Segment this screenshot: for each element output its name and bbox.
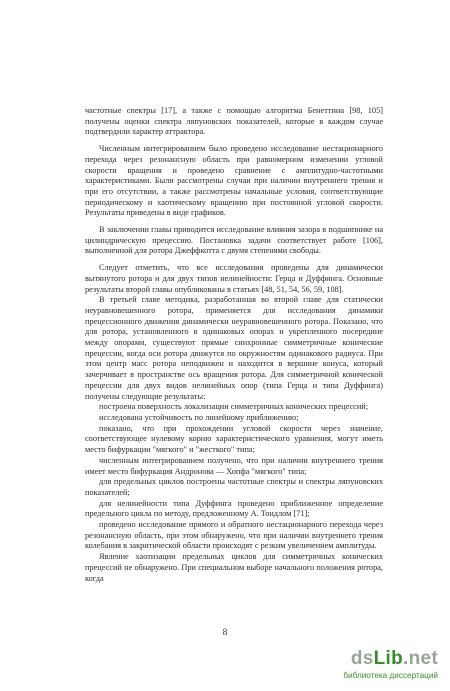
paragraph: для предельных циклов построены частотные спектры и спектры ляпуновских показателей;: [85, 477, 383, 497]
paragraph: В заключении главы приводится исследование влияния зазора в подшипнике на цилиндрическую прецессию. Постановка задачи соответствует работе [106], выполненной для ротора Джеффкотта с двумя степенями свободы.: [85, 225, 383, 256]
paragraph: построена поверхность локализации симметричных конических прецессий;: [99, 402, 369, 412]
body-text: [85, 106, 383, 584]
paragraph: Численным интегрированием было проведено исследование нестационарного перехода через резонансную область при равномерном изменении угловой скорости вращения и проведено сравнение с амплитудно-частотными характеристиками. Были рассмотрены случаи при наличии внутреннего трения и при его отсутствии, а также рассмотрены начальные условия, соответствующие периодическому и хаотическому вращению при постоянной угловой скорости. Результаты приведены в виде графиков.: [85, 144, 383, 218]
paragraph: В третьей главе методика, разработанная во второй главе для статически неуравновешенного ротора, применяется для исследования динамики прецессионного движения динамически неуравновешенного ротора. Показано, что для ротора, установленного в одинаковых опорах и укрепленного посередине между опорами, существуют прямые синхронные симметричные конические прецессии, когда оси ротора движутся по окружностям одинакового радиуса. При этом центр масс ротора неподвижен и находится в вершине конуса, который зачерчивает в пространстве ось вращения ротора. Для симметричной конической прецессии для двух видов нелинейных опор (типа Герца и типа Дуффинга) получены следующие результаты:: [85, 295, 383, 401]
logo-subtitle: библиотека диссертаций: [343, 671, 438, 680]
paragraph: частотные спектры [17], а также с помощью алгоритма Бенеттина [98, 105] получены оценки спектра ляпуновских показателей, которые в каждом случае подтвердили характер аттрактора.: [85, 106, 383, 137]
paragraph: Следует отметить, что все исследования проведены для динамически вытянутого ротора и для двух типов нелинейности: Герца и Дуффинга. Основные результаты второй главы опубликованы в статьях [48, 51, 54, 56, 59, 108].: [85, 263, 383, 294]
paragraph: исследована устойчивость по линейному приближению;: [99, 412, 299, 422]
logo-suffix: .net: [403, 648, 438, 669]
dslib-logo[interactable]: [330, 648, 442, 686]
logo-prefix: ds: [350, 648, 374, 669]
paragraph: проведено исследование прямого и обратного нестационарного перехода через резонансную область, при этом обнаружено, что при наличии внутреннего трения колебания в закритической области происходят с резким увеличением амплитуды.: [85, 520, 383, 551]
logo-wordmark: [351, 648, 438, 670]
paragraph: Явление хаотизации предельных циклов для симметричных конических прецессий не обнаружено. При специальном выборе начального положения ротора, когда: [85, 552, 383, 583]
paragraph: для нелинейности типа Дуффинга проведено приближенное определение предельного цикла по методу, предложенному А. Тондлом [71];: [85, 498, 383, 519]
logo-highlight: Lib: [373, 648, 404, 669]
page-number: 8: [222, 628, 228, 638]
paragraph: численным интегрированием получено, что при наличии внутреннего трения имеет место бифуркация Андронова — Хопфа "мягкого" типа;: [85, 455, 383, 476]
paragraph: показано, что при прохождении угловой скорости через значение, соответствующее нулевому корню характеристического уравнения, могут иметь место бифуркации "мягкого" и "жесткого" типа;: [85, 423, 383, 455]
